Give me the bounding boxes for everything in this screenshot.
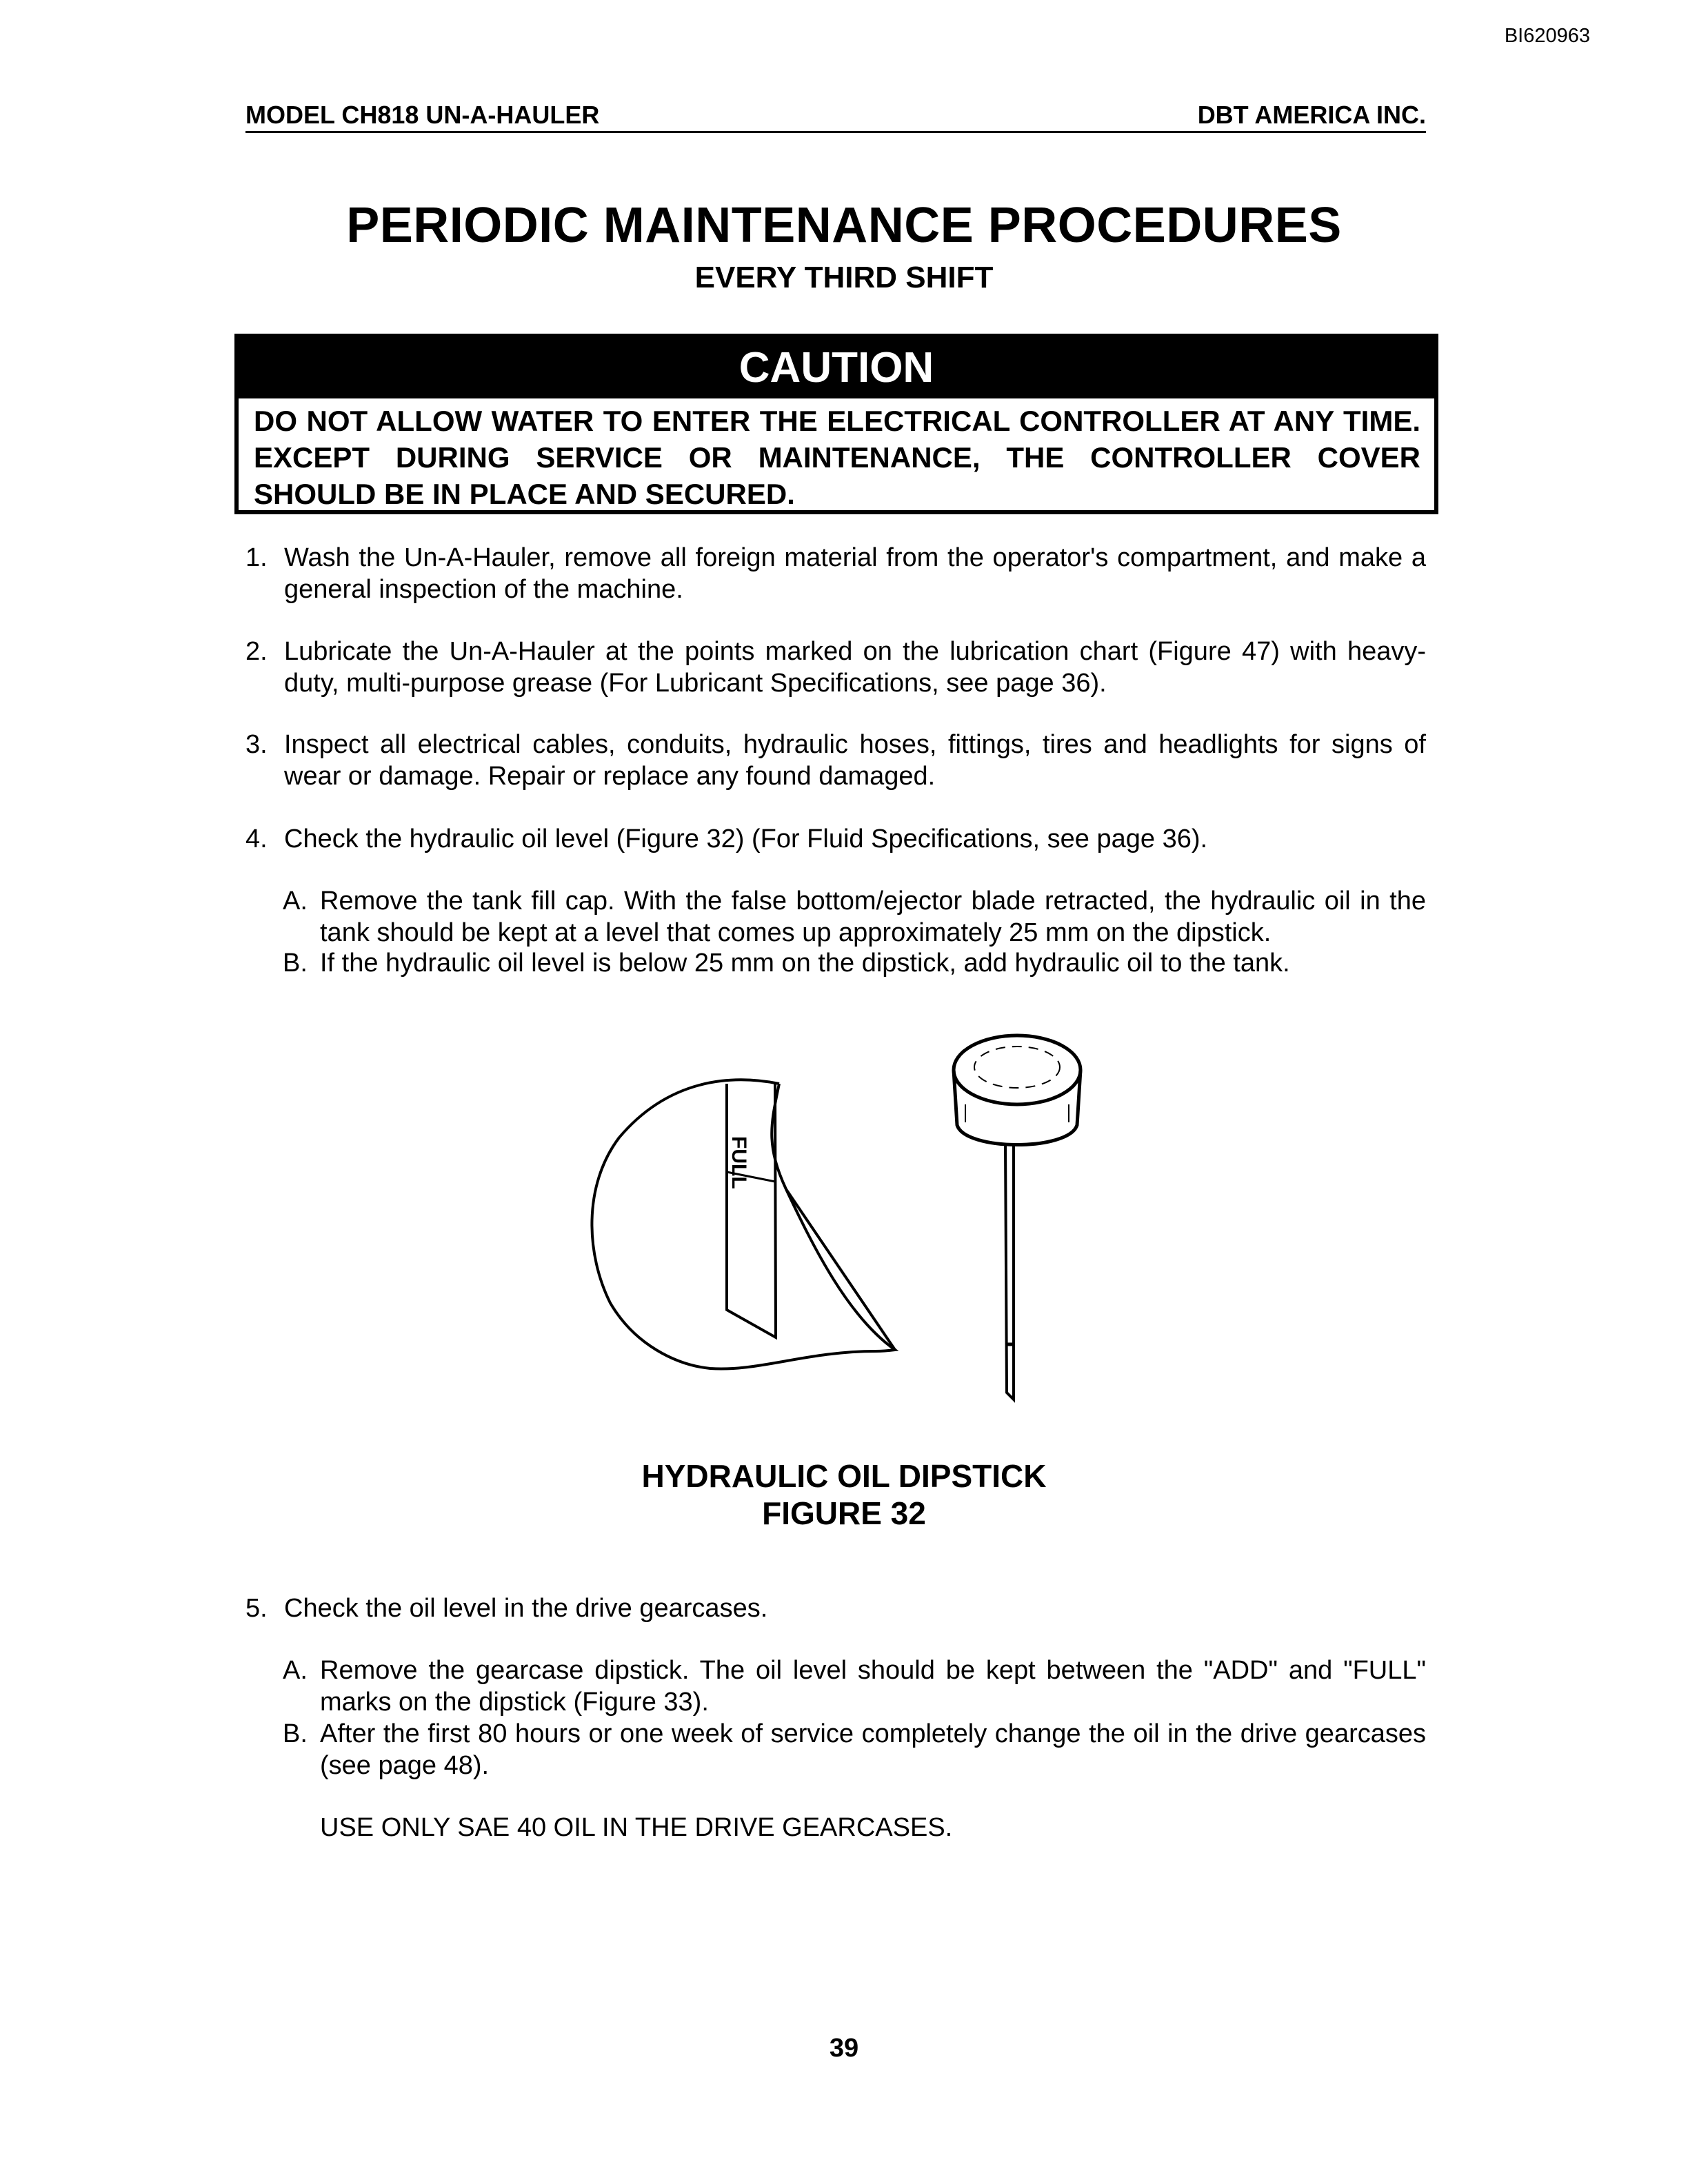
figure-caption-number: FIGURE 32	[762, 1495, 926, 1531]
substep-text: Remove the gearcase dipstick. The oil level should be kept between the "ADD" and "FULL" marks on the dipstick (Figure 33).	[320, 1656, 1426, 1717]
step-number: 5.	[245, 1594, 268, 1623]
dipstick-shaft	[1005, 1143, 1014, 1399]
document-id: BI620963	[1504, 25, 1590, 47]
step-4a	[283, 885, 1426, 949]
caution-heading: CAUTION	[239, 338, 1434, 398]
step-5a	[283, 1655, 1426, 1718]
step-1	[245, 542, 1426, 605]
dipstick-illustration	[579, 1013, 1103, 1427]
step-number: 4.	[245, 825, 268, 853]
substep-letter: A.	[283, 887, 308, 916]
header-company: DBT AMERICA INC.	[1197, 101, 1426, 129]
figure-caption-title: HYDRAULIC OIL DIPSTICK	[641, 1458, 1047, 1494]
step-number: 2.	[245, 637, 268, 666]
page-header	[245, 99, 1426, 133]
step-3	[245, 729, 1426, 792]
oil-note: USE ONLY SAE 40 OIL IN THE DRIVE GEARCASES.	[320, 1813, 953, 1842]
step-text: Wash the Un-A-Hauler, remove all foreign material from the operator's compartment, and make a general inspection of the machine.	[284, 543, 1426, 604]
substep-letter: A.	[283, 1656, 308, 1685]
substep-letter: B.	[283, 949, 308, 978]
step-number: 3.	[245, 730, 268, 759]
step-text: Lubricate the Un-A-Hauler at the points marked on the lubrication chart (Figure 47) with heavy-duty, multi-purpose grease (For Lubricant Specifications, see page 36).	[284, 637, 1426, 698]
step-2	[245, 636, 1426, 699]
dipstick-figure	[579, 1013, 1103, 1427]
caution-box	[234, 334, 1438, 514]
step-text: Inspect all electrical cables, conduits, hydraulic hoses, fittings, tires and headlights for signs of wear or damage. Repair or replace any found damaged.	[284, 730, 1426, 791]
magnified-strip	[727, 1084, 776, 1337]
caution-text: DO NOT ALLOW WATER TO ENTER THE ELECTRICAL CONTROLLER AT ANY TIME. EXCEPT DURING SERVICE OR MAINTENANCE, THE CONTROLLER COVER SHOULD BE IN PLACE AND SECURED.	[254, 405, 1420, 510]
step-4	[245, 823, 1426, 855]
substep-text: Remove the tank fill cap. With the false bottom/ejector blade retracted, the hydraulic oil in the tank should be kept at a level that comes up approximately 25 mm on the dipstick.	[320, 887, 1426, 947]
header-model: MODEL CH818 UN-A-HAULER	[245, 101, 600, 129]
step-4b	[283, 947, 1426, 979]
leader-line	[786, 1189, 895, 1350]
step-number: 1.	[245, 543, 268, 572]
step-5b	[283, 1718, 1426, 1781]
magnifier-circle	[592, 1080, 895, 1368]
step-text: Check the oil level in the drive gearcases.	[284, 1594, 768, 1623]
substep-letter: B.	[283, 1719, 308, 1748]
page-subtitle: EVERY THIRD SHIFT	[694, 261, 994, 294]
page-title: PERIODIC MAINTENANCE PROCEDURES	[346, 198, 1342, 253]
substep-text: If the hydraulic oil level is below 25 mm on the dipstick, add hydraulic oil to the tank.	[320, 949, 1290, 978]
page-number: 39	[829, 2034, 859, 2063]
cap-body	[954, 1070, 1081, 1145]
step-text: Check the hydraulic oil level (Figure 32) (For Fluid Specifications, see page 36).	[284, 825, 1208, 853]
substep-text: After the first 80 hours or one week of service completely change the oil in the drive gearcases (see page 48).	[320, 1719, 1426, 1780]
step-5	[245, 1593, 1426, 1624]
dipstick-full-label: FULL	[727, 1136, 750, 1189]
